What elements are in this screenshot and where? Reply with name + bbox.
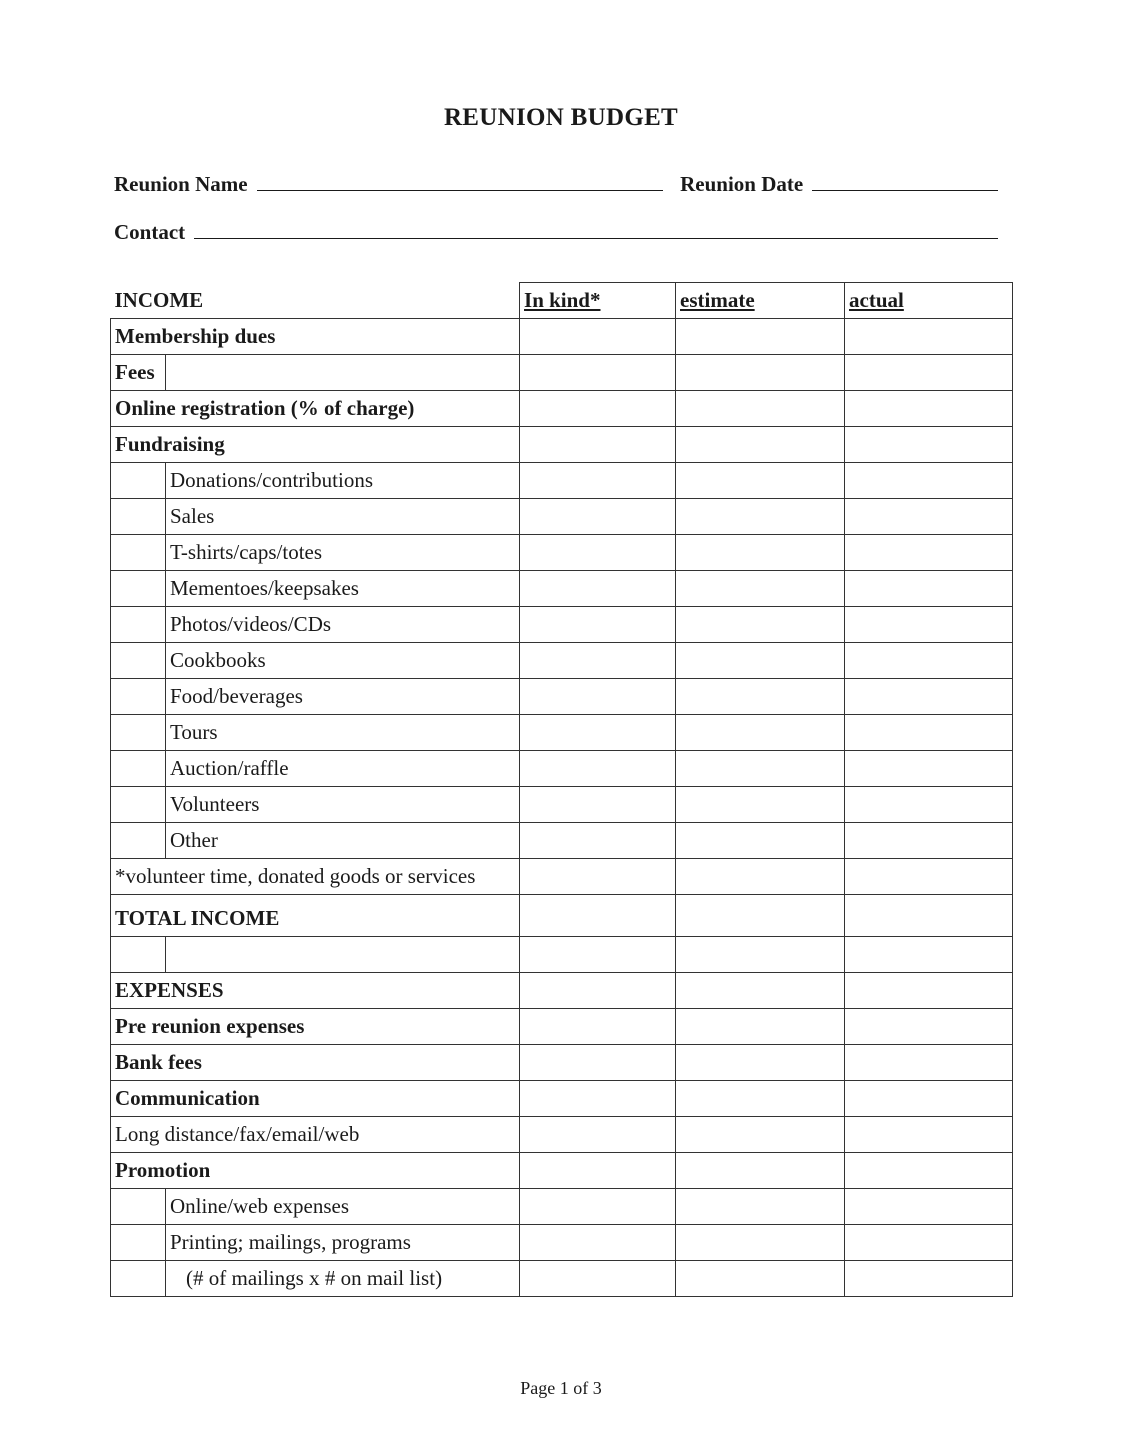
cell-actual[interactable] <box>845 895 1013 937</box>
cell-estimate[interactable] <box>676 499 845 535</box>
cell-actual[interactable] <box>845 787 1013 823</box>
cell-actual[interactable] <box>845 1153 1013 1189</box>
row-label-bank-fees: Bank fees <box>111 1045 520 1081</box>
table-row <box>111 391 1013 427</box>
row-label-other: Other <box>166 823 520 859</box>
cell-in-kind[interactable] <box>520 1117 676 1153</box>
table-row <box>111 1189 1013 1225</box>
row-label-total-income: TOTAL INCOME <box>111 895 520 937</box>
cell-estimate[interactable] <box>676 1189 845 1225</box>
cell-in-kind[interactable] <box>520 1009 676 1045</box>
table-row <box>111 571 1013 607</box>
table-row <box>111 499 1013 535</box>
indent-cell <box>111 463 166 499</box>
cell-actual[interactable] <box>845 1009 1013 1045</box>
cell-actual[interactable] <box>845 1117 1013 1153</box>
table-row <box>111 427 1013 463</box>
cell-estimate[interactable] <box>676 319 845 355</box>
header-row <box>111 283 1013 319</box>
row-label-mailings-calc: (# of mailings x # on mail list) <box>166 1261 520 1297</box>
cell-estimate[interactable] <box>676 607 845 643</box>
table-row <box>111 895 1013 937</box>
row-label-auction: Auction/raffle <box>166 751 520 787</box>
table-row <box>111 1117 1013 1153</box>
cell-in-kind[interactable] <box>520 391 676 427</box>
table-row <box>111 607 1013 643</box>
indent-cell <box>111 787 166 823</box>
table-row <box>111 679 1013 715</box>
table-row <box>111 463 1013 499</box>
row-label-communication: Communication <box>111 1081 520 1117</box>
column-header-actual: actual <box>845 283 1013 319</box>
cell-in-kind[interactable] <box>520 787 676 823</box>
table-row <box>111 1081 1013 1117</box>
cell-actual[interactable] <box>845 355 1013 391</box>
indent-cell <box>111 571 166 607</box>
cell-actual[interactable] <box>845 607 1013 643</box>
cell-actual[interactable] <box>845 859 1013 895</box>
table-row <box>111 937 1013 973</box>
cell-actual[interactable] <box>845 535 1013 571</box>
table-row <box>111 1261 1013 1297</box>
row-label-tshirts: T-shirts/caps/totes <box>166 535 520 571</box>
cell-estimate[interactable] <box>676 1045 845 1081</box>
cell-in-kind[interactable] <box>520 463 676 499</box>
indent-cell <box>111 643 166 679</box>
cell-actual[interactable] <box>845 679 1013 715</box>
cell-estimate[interactable] <box>676 391 845 427</box>
table-row <box>111 1153 1013 1189</box>
cell-estimate[interactable] <box>676 973 845 1009</box>
cell-estimate[interactable] <box>676 1153 845 1189</box>
cell-actual[interactable] <box>845 973 1013 1009</box>
cell-in-kind[interactable] <box>520 973 676 1009</box>
table-row <box>111 751 1013 787</box>
table-row <box>111 973 1013 1009</box>
cell-in-kind[interactable] <box>520 1045 676 1081</box>
cell-in-kind[interactable] <box>520 1153 676 1189</box>
cell-in-kind[interactable] <box>520 823 676 859</box>
cell-estimate[interactable] <box>676 895 845 937</box>
cell-actual[interactable] <box>845 499 1013 535</box>
cell-in-kind[interactable] <box>520 1081 676 1117</box>
contact-field[interactable] <box>194 218 998 239</box>
row-label-food: Food/beverages <box>166 679 520 715</box>
reunion-name-label: Reunion Name <box>114 172 248 196</box>
cell-in-kind[interactable] <box>520 1225 676 1261</box>
cell-actual[interactable] <box>845 1045 1013 1081</box>
row-label-tours: Tours <box>166 715 520 751</box>
page-number: Page 1 of 3 <box>520 1378 602 1398</box>
row-label-photos: Photos/videos/CDs <box>166 607 520 643</box>
row-subcell-blank[interactable] <box>166 355 520 391</box>
cell-estimate[interactable] <box>676 1261 845 1297</box>
cell-in-kind[interactable] <box>520 751 676 787</box>
reunion-date-label: Reunion Date <box>680 172 804 196</box>
cell-in-kind[interactable] <box>520 319 676 355</box>
cell-estimate[interactable] <box>676 1225 845 1261</box>
cell-in-kind[interactable] <box>520 859 676 895</box>
cell-estimate[interactable] <box>676 355 845 391</box>
page-title: REUNION BUDGET <box>443 104 679 131</box>
cell-in-kind[interactable] <box>520 643 676 679</box>
cell-in-kind[interactable] <box>520 937 676 973</box>
row-label-cookbooks: Cookbooks <box>166 643 520 679</box>
cell-estimate[interactable] <box>676 751 845 787</box>
cell-actual[interactable] <box>845 823 1013 859</box>
cell-estimate[interactable] <box>676 1009 845 1045</box>
table-row <box>111 643 1013 679</box>
row-label-pre-reunion: Pre reunion expenses <box>111 1009 520 1045</box>
cell-actual[interactable] <box>845 319 1013 355</box>
row-label-fundraising: Fundraising <box>111 427 520 463</box>
cell-actual[interactable] <box>845 937 1013 973</box>
income-heading: INCOME <box>111 283 520 319</box>
table-row <box>111 715 1013 751</box>
cell-in-kind[interactable] <box>520 355 676 391</box>
cell-estimate[interactable] <box>676 571 845 607</box>
cell-estimate[interactable] <box>676 823 845 859</box>
cell-actual[interactable] <box>845 715 1013 751</box>
indent-cell <box>111 1225 166 1261</box>
table-row <box>111 1009 1013 1045</box>
row-label-donations: Donations/contributions <box>166 463 520 499</box>
table-row <box>111 1225 1013 1261</box>
cell-actual[interactable] <box>845 571 1013 607</box>
cell-estimate[interactable] <box>676 715 845 751</box>
indent-cell <box>111 937 166 973</box>
budget-table <box>110 282 1013 1297</box>
table-row <box>111 319 1013 355</box>
cell-in-kind[interactable] <box>520 499 676 535</box>
row-label-fees: Fees <box>111 355 166 391</box>
cell-estimate[interactable] <box>676 937 845 973</box>
row-label-online-web: Online/web expenses <box>166 1189 520 1225</box>
row-label-volunteer-note: *volunteer time, donated goods or services <box>111 859 520 895</box>
cell-in-kind[interactable] <box>520 715 676 751</box>
contact-row <box>114 218 998 245</box>
indent-cell <box>111 823 166 859</box>
indent-cell <box>111 679 166 715</box>
cell-actual[interactable] <box>845 1189 1013 1225</box>
cell-actual[interactable] <box>845 427 1013 463</box>
cell-actual[interactable] <box>845 391 1013 427</box>
contact-label: Contact <box>114 220 186 244</box>
cell-actual[interactable] <box>845 751 1013 787</box>
row-label-volunteers: Volunteers <box>166 787 520 823</box>
table-row <box>111 355 1013 391</box>
cell-in-kind[interactable] <box>520 535 676 571</box>
cell-in-kind[interactable] <box>520 1261 676 1297</box>
indent-cell <box>111 715 166 751</box>
row-label-printing: Printing; mailings, programs <box>166 1225 520 1261</box>
cell-estimate[interactable] <box>676 1117 845 1153</box>
cell-in-kind[interactable] <box>520 571 676 607</box>
cell-estimate[interactable] <box>676 679 845 715</box>
blank-cell[interactable] <box>166 937 520 973</box>
cell-estimate[interactable] <box>676 643 845 679</box>
row-label-online-registration: Online registration (% of charge) <box>111 391 520 427</box>
cell-in-kind[interactable] <box>520 679 676 715</box>
row-label-sales: Sales <box>166 499 520 535</box>
row-label-membership-dues: Membership dues <box>111 319 520 355</box>
cell-estimate[interactable] <box>676 535 845 571</box>
reunion-date-field[interactable] <box>812 170 998 191</box>
indent-cell <box>111 499 166 535</box>
column-header-in-kind: In kind* <box>520 283 676 319</box>
row-label-promotion: Promotion <box>111 1153 520 1189</box>
cell-actual[interactable] <box>845 1081 1013 1117</box>
table-row <box>111 787 1013 823</box>
cell-in-kind[interactable] <box>520 427 676 463</box>
indent-cell <box>111 751 166 787</box>
cell-actual[interactable] <box>845 1225 1013 1261</box>
row-label-long-distance: Long distance/fax/email/web <box>111 1117 520 1153</box>
cell-estimate[interactable] <box>676 787 845 823</box>
table-row <box>111 1045 1013 1081</box>
reunion-name-row <box>114 170 998 197</box>
cell-in-kind[interactable] <box>520 1189 676 1225</box>
cell-in-kind[interactable] <box>520 607 676 643</box>
cell-in-kind[interactable] <box>520 895 676 937</box>
cell-estimate[interactable] <box>676 1081 845 1117</box>
row-label-expenses: EXPENSES <box>111 973 520 1009</box>
indent-cell <box>111 535 166 571</box>
cell-estimate[interactable] <box>676 859 845 895</box>
reunion-name-field[interactable] <box>257 170 663 191</box>
cell-actual[interactable] <box>845 1261 1013 1297</box>
indent-cell <box>111 607 166 643</box>
cell-estimate[interactable] <box>676 427 845 463</box>
table-row <box>111 823 1013 859</box>
indent-cell <box>111 1189 166 1225</box>
cell-actual[interactable] <box>845 463 1013 499</box>
row-label-mementoes: Mementoes/keepsakes <box>166 571 520 607</box>
column-header-estimate: estimate <box>676 283 845 319</box>
table-row <box>111 535 1013 571</box>
cell-estimate[interactable] <box>676 463 845 499</box>
table-row <box>111 859 1013 895</box>
cell-actual[interactable] <box>845 643 1013 679</box>
indent-cell <box>111 1261 166 1297</box>
